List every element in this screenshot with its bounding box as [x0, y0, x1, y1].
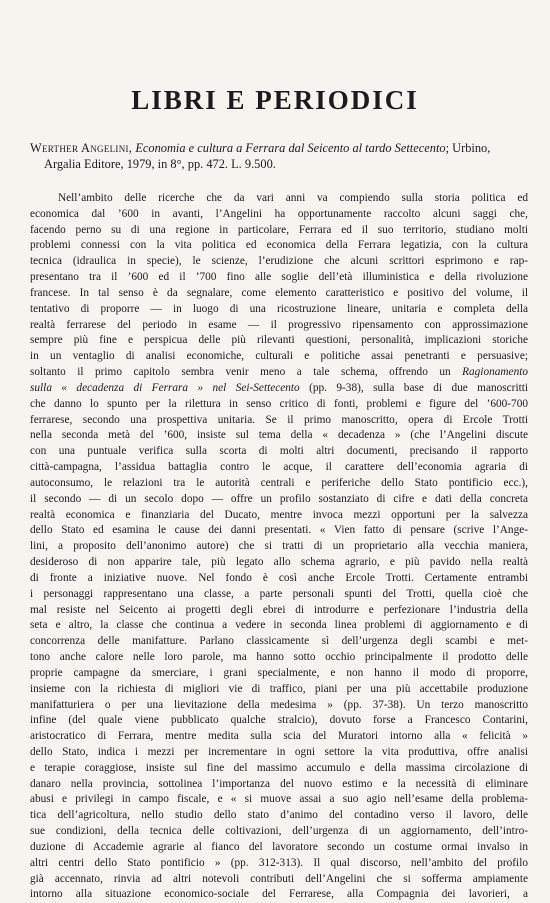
body-text: soltanto il primo capitolo sembra venir meno a tale schema, offrendo un	[30, 366, 463, 379]
body-line	[30, 777, 528, 793]
body-text: facendo perno su di una regione in particolare, Ferrara ed il suo territorio, studiano molti	[30, 223, 528, 236]
body-line	[30, 508, 528, 524]
body-line	[30, 492, 528, 508]
citation-publisher: Argalia Editore, 1979, in 8°, pp. 472. L. 9.500.	[44, 157, 276, 171]
body-line	[30, 808, 528, 824]
body-text: danaro nella provincia, sottolinea l’importanza del nuovo estimo e la necessità di eliminare	[30, 777, 528, 790]
body-line	[30, 444, 528, 460]
body-text: mal resiste nel Seicento ai progetti degli ebrei di introdurre e perfezionare l’industria della	[30, 603, 528, 616]
body-text: manifatturiera o per una lievitazione della medesima » (pp. 37-38). Un terzo manoscritto	[30, 698, 528, 711]
body-line	[30, 618, 528, 634]
body-text: economica dal ’600 in avanti, l’Angelini ha opportunamente raccolto alcuni saggi che,	[30, 207, 528, 220]
citation-place: ; Urbino,	[445, 141, 491, 155]
body-line	[30, 397, 528, 413]
body-line	[30, 603, 528, 619]
body-text: proprie campagne da smerciare, i grani specialmente, e non hanno il modo di proporre,	[30, 666, 528, 679]
body-text: lini, a proposito dell’anonimo autore) che si tratti di un proprietario alla vecchia maniera,	[30, 540, 528, 553]
body-text: tica dell’agricoltura, nello studio dello stato d’animo del contadino verso il lavoro, delle	[30, 809, 528, 822]
body-line	[30, 571, 528, 587]
body-text: (pp. 9-38), sulla base di due manoscritti	[299, 381, 528, 394]
body-text: tono anche calore nelle loro parole, ma hanno sotto occhio principalmente il prodotto delle	[30, 651, 528, 664]
body-text: sempre più fine e perspicua delle più rilevanti questioni, personalità, implicazioni storiche	[30, 334, 528, 347]
body-line	[30, 887, 528, 903]
body-text: sue condizioni, della tecnica delle coltivazioni, dell’urgenza di un aggiornamento, dell’intro-	[30, 825, 528, 838]
body-text: problemi connessi con la vita politica ed economica della Ferrara legatizia, con la cultura	[30, 239, 528, 252]
body-line	[30, 872, 528, 888]
body-line	[30, 270, 528, 286]
body-text: Nell’ambito delle ricerche che da vari anni va compiendo sulla storia politica ed	[58, 192, 528, 204]
body-line	[30, 824, 528, 840]
body-text: seta e altro, la classe che continua a vedere in seconda linea problemi di aggiornamento e di	[30, 619, 528, 632]
section-title: LIBRI E PERIODICI	[131, 85, 419, 115]
body-text: città-campagna, l’assidua battaglia contro le acque, il carattere dell’economia agraria di	[30, 461, 528, 474]
book-citation	[30, 140, 528, 172]
body-line	[30, 349, 528, 365]
body-line	[30, 254, 528, 270]
body-text: dello Stato ed esamina le cause dei danni presentati. « Vien fatto di pensare (scrive l’Ange-	[30, 524, 528, 537]
body-text: i personaggi rappresentano una classe, a parte personali spunti del Trotti, quella cioè che	[30, 587, 528, 600]
body-line	[30, 428, 528, 444]
body-text: tentativo di proporre — in luogo di una ricostruzione lineare, unitaria e completa della	[30, 302, 528, 315]
review-body	[30, 191, 528, 903]
body-text: intorno alla situazione economico-sociale del Ferrarese, alla Compagnia dei lavorieri, a	[30, 888, 528, 901]
body-text: infine (del quale viene pubblicato qualche stralcio), dovuto forse a Francesco Contarini,	[30, 714, 528, 727]
body-line	[30, 413, 528, 429]
body-text: desideroso di non apparire tale, più legato allo schema agrario, e più pavido nella realtà	[30, 556, 528, 569]
body-text: che danno lo spunto per la rilettura in senso critico di fonti, problemi e figure del ’600-700	[30, 397, 528, 410]
body-text: in un ventaglio di analisi economiche, culturali e politiche assai penetranti e persuasive;	[30, 350, 528, 363]
body-line	[30, 761, 528, 777]
body-text: con una puntuale verifica sulla scorta di molti altri documenti, precisando il rapporto	[30, 445, 528, 458]
body-text: duzione di Accademie agrarie al fianco del lavoratore secondo un costume ormai invalso in	[30, 840, 528, 853]
body-text: presentano tra il ’600 ed il ’700 fino alle soglie dell’età illuministica e della rivoluzione	[30, 271, 528, 284]
body-line	[30, 318, 528, 334]
body-line	[30, 333, 528, 349]
body-text: abusi e privilegi in campo fiscale, e « si muove assai a suo agio nell’esame della problema-	[30, 793, 528, 806]
body-line	[30, 713, 528, 729]
body-line	[30, 650, 528, 666]
body-line	[30, 302, 528, 318]
body-text: nella seconda metà del ’600, insiste sul tema della « decadenza » (che l’Angelini discute	[30, 429, 528, 442]
body-line	[30, 745, 528, 761]
body-text: altri centri dello Stato pontificio » (pp. 312-313). Il qual discorso, nell’ambito del profilo	[30, 856, 528, 869]
body-text: realtà ferrarese del periodo in esame — il progressivo ripensamento con approssimazione	[30, 318, 528, 331]
body-text: concorrenza delle manifatture. Parlano classicamente sì dell’urgenza degli scambi e met-	[30, 635, 528, 648]
body-line	[30, 587, 528, 603]
body-line	[30, 286, 528, 302]
body-line	[30, 223, 528, 239]
body-text: ferrarese, secondo una prospettiva unitaria. Se il primo manoscritto, opera di Ercole Trotti	[30, 413, 528, 426]
body-text: aristocratico di Ferrara, mentre medita sulla scia del Muratori intorno alla « felicità »	[30, 730, 528, 743]
body-line	[30, 523, 528, 539]
body-line	[30, 729, 528, 745]
body-text: Ragionamento	[462, 366, 528, 379]
body-text: autoconsumo, le relazioni tra le autorità centrali e periferiche dello Stato pontificio ecc.),	[30, 476, 528, 489]
body-line	[30, 856, 528, 872]
body-line	[30, 191, 528, 207]
body-text: e terapie coraggiose, insiste sul fine del massimo accumulo e della massima circolazione di	[30, 761, 528, 774]
body-text: realtà economica e finanziaria del Ducato, mentre invoca mezzi opportuni per la salvezza	[30, 508, 528, 521]
body-line	[30, 381, 528, 397]
citation-author: Werther Angelini,	[30, 141, 133, 155]
body-text: insieme con la richiesta di migliori vie di traffico, piani per una più accettabile produzione	[30, 682, 528, 695]
body-line	[30, 634, 528, 650]
body-text: già accennato, rinvia ad altri notevoli contributi dell’Angelini che si sofferma ampiamente	[30, 872, 528, 885]
body-line	[30, 555, 528, 571]
body-line	[30, 207, 528, 223]
citation-work-title: Economia e cultura a Ferrara dal Seicento al tardo Settecento	[135, 141, 446, 155]
body-line	[30, 840, 528, 856]
body-text: sulla « decadenza di Ferrara » nel Sei-Settecento	[30, 381, 300, 394]
body-line	[30, 698, 528, 714]
body-line	[30, 476, 528, 492]
body-text: tecnica (idraulica in specie), le scienze, l’erudizione che alcuni scrittori esprimono e rap-	[30, 255, 528, 268]
body-line	[30, 792, 528, 808]
body-line	[30, 238, 528, 254]
body-line	[30, 365, 528, 381]
body-line	[30, 666, 528, 682]
body-text: il secondo — di un secolo dopo — offre un profilo sostanziato di cifre e dati della concreta	[30, 492, 528, 505]
body-line	[30, 460, 528, 476]
body-line	[30, 682, 528, 698]
body-text: francese. In tal senso è da segnalare, come elemento caratteristico e positivo del volume, il	[30, 286, 528, 299]
body-text: di fronte a iniziative nuove. Nel fondo è così anche Ercole Trotti. Certamente entrambi	[30, 571, 528, 584]
body-line	[30, 539, 528, 555]
body-text: dello Stato, indica i mezzi per incrementare in ogni settore la vita produttiva, offre analisi	[30, 745, 528, 758]
